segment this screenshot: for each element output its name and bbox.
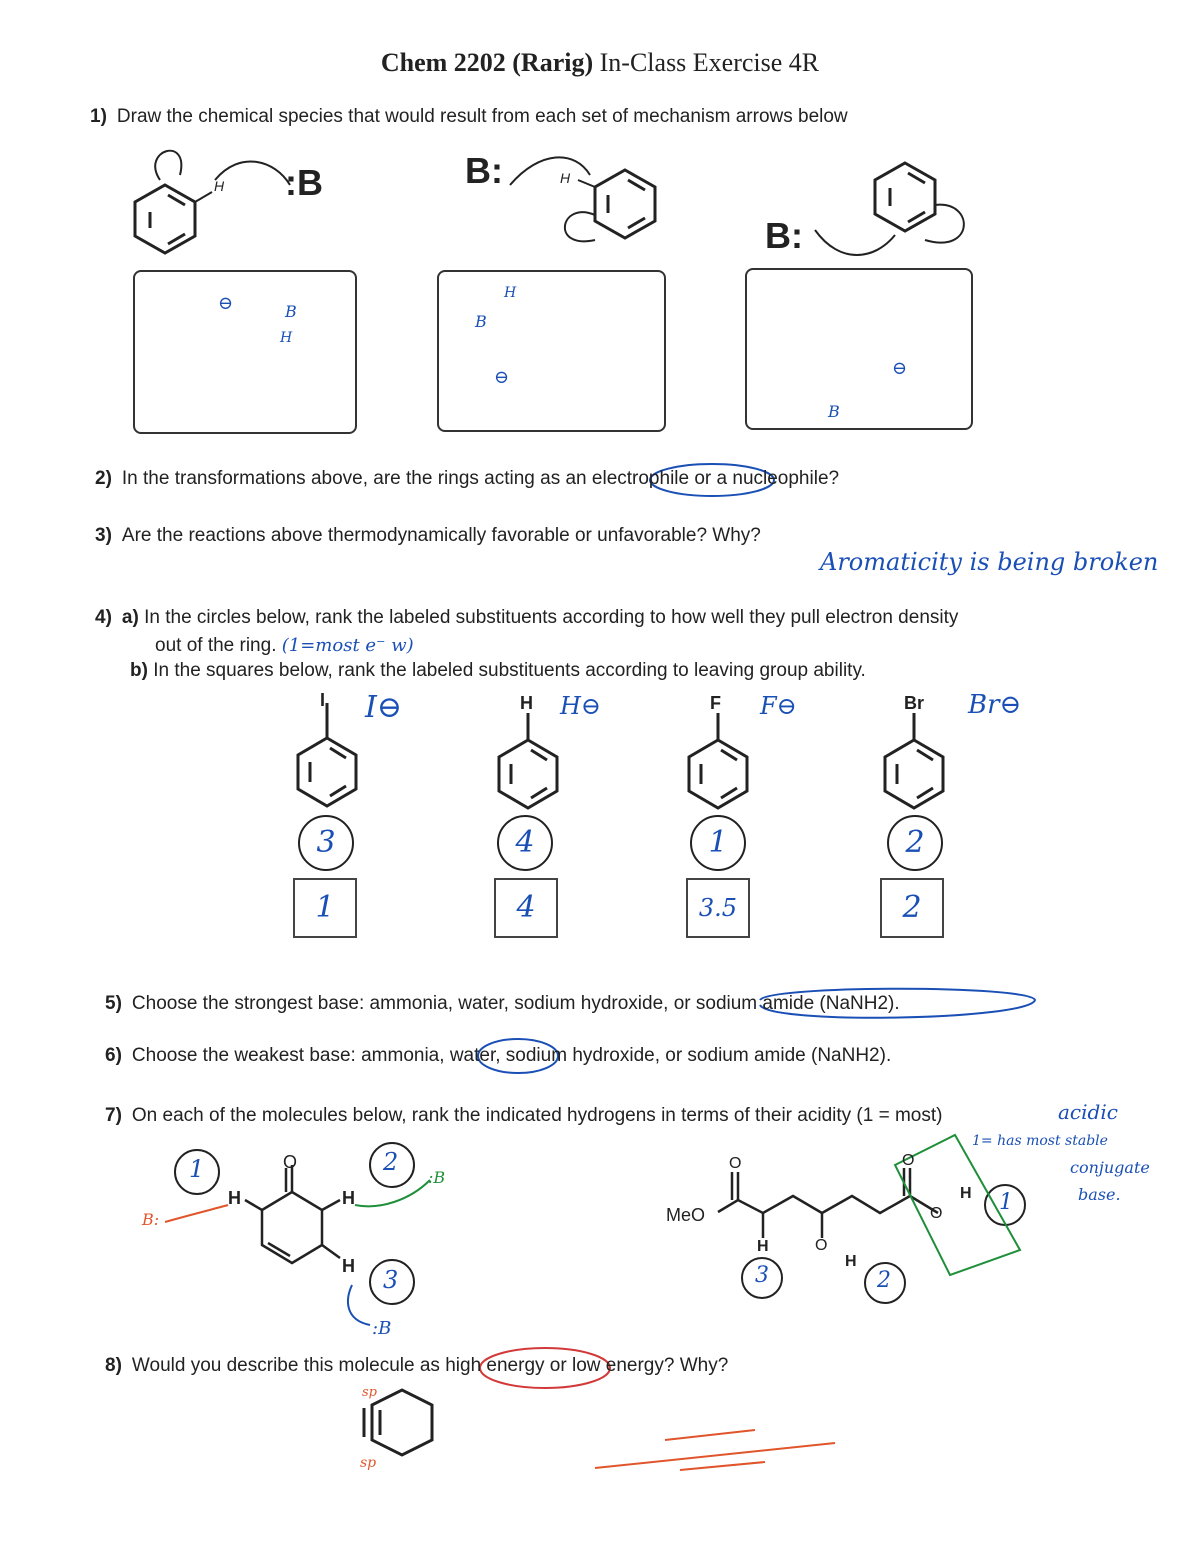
base-label-2: B: [465,150,503,191]
q7-note-stable: 1= has most stable [972,1133,1108,1149]
question-1: 1) Draw the chemical species that would result from each set of mechanism arrows below [90,106,848,127]
ion-F: F⊖ [760,692,797,720]
mol1-base-bottom: :B [372,1318,392,1339]
question-8: 8) Would you describe this molecule as high energy or low energy? Why? [105,1355,729,1376]
benzene-reactant-3 [875,163,935,231]
sub-I: I [320,690,326,710]
rank-circle-Br[interactable]: 2 [887,815,943,871]
q8-sp-top: sp [362,1385,377,1400]
benzene-reactant-1 [135,185,212,253]
mol2-rank-3: 3 [755,1263,769,1288]
mol2-acid-o: O [930,1205,943,1222]
arrow-base-left [165,1205,228,1222]
mol2-oh2-h: H [845,1253,857,1270]
ans2-b: B [475,312,487,331]
mol1-h-right: H [342,1188,355,1208]
question-4a-cont: out of the ring. (1=most e⁻ w) [155,635,414,656]
base-label-3: B: [765,215,803,256]
q7-note-base: base. [1078,1185,1121,1204]
mol2-rank-2: 2 [877,1268,891,1293]
q4-benzene-2 [499,713,557,808]
rank-square-Br[interactable]: 2 [880,878,944,938]
question-5: 5) Choose the strongest base: ammonia, water, sodium hydroxide, or sodium amide (NaNH2). [105,993,900,1014]
q7-note-conjugate: conjugate [1070,1158,1150,1177]
arrow-base-bottom [348,1285,370,1325]
rank-square-H[interactable]: 4 [494,878,558,938]
sub-Br: Br [904,693,925,713]
mol1-base-left: B: [142,1210,160,1229]
sub-F: F [710,693,721,713]
question-2: 2) In the transformations above, are the rings acting as an electrophile or a nucleophile? [95,468,840,489]
ans1-h: H [280,330,293,346]
answer-box-1[interactable] [133,270,357,434]
question-3: 3) Are the reactions above thermodynamically favorable or unfavorable? Why? [95,525,761,546]
ans3-b: B [828,402,840,421]
q4-benzene-4 [885,713,943,808]
arrow-base-right [355,1180,430,1206]
mol2-o1: O [729,1155,742,1172]
question-7: 7) On each of the molecules below, rank the indicated hydrogens in terms of their acidity (1 = most) [105,1105,943,1126]
mol2-h-mid: H [757,1238,769,1255]
ans2-h: H [504,285,517,301]
rank-circle-I[interactable]: 3 [298,815,354,871]
h-label-2: H [560,170,571,186]
rank-square-F[interactable]: 3.5 [686,878,750,938]
mol1-rank-3: 3 [383,1266,399,1294]
answer-box-2[interactable] [437,270,666,432]
mol1-h-bottom: H [342,1256,355,1276]
ion-Br: Br⊖ [968,690,1022,720]
q4-benzene-3 [689,713,747,808]
mol1-o: O [283,1152,298,1172]
mol1-h-left: H [228,1188,241,1208]
mol2-rank-1: 1 [999,1190,1013,1215]
question-4a: 4) a) In the circles below, rank the labeled substituents according to how well they pull electron density [95,607,959,628]
answer-box-3[interactable] [745,268,973,430]
curved-arrow-3a [815,230,895,255]
curved-arrow-1b [215,161,290,185]
q7-molecule-2 [718,1168,938,1238]
mol2-acid-h: H [960,1185,972,1202]
ans1-b: B [285,302,297,321]
rank-square-I[interactable]: 1 [293,878,357,938]
base-label-1: :B [285,162,323,203]
ion-H: H⊖ [560,692,602,720]
page-title: Chem 2202 (Rarig) In-Class Exercise 4R [380,48,820,77]
ion-I: I⊖ [365,690,402,725]
ans2-charge: ⊖ [494,367,510,388]
q7-molecule-1 [245,1165,340,1263]
rank-circle-H[interactable]: 4 [497,815,553,871]
mol2-oh2-o: O [815,1237,828,1254]
mol1-rank-1: 1 [189,1155,205,1183]
rank-circle-F[interactable]: 1 [690,815,746,871]
red-underline-scribbles [595,1430,835,1470]
curved-arrow-1a [155,151,181,180]
question-4b: b) In the squares below, rank the labeled substituents according to leaving group ability. [130,660,866,681]
q8-sp-bottom: sp [360,1455,377,1471]
curved-arrow-2b [565,212,595,241]
ans1-charge: ⊖ [218,293,234,314]
mol2-meo: MeO [666,1205,706,1225]
q3-answer: Aromaticity is being broken [820,548,1159,576]
sub-H: H [520,693,533,713]
h-label-1: H [214,178,225,194]
ans3-charge: ⊖ [892,358,908,379]
curved-arrow-3b [925,205,964,243]
q7-note-acidic: acidic [1058,1100,1118,1124]
mol1-base-right: :B [428,1168,446,1187]
mol1-rank-2: 2 [383,1148,399,1176]
question-6: 6) Choose the weakest base: ammonia, water, sodium hydroxide, or sodium amide (NaNH2). [105,1045,892,1066]
benzene-reactant-2 [578,170,655,238]
mol2-o2: O [902,1152,915,1169]
q4-benzene-1 [298,703,356,806]
